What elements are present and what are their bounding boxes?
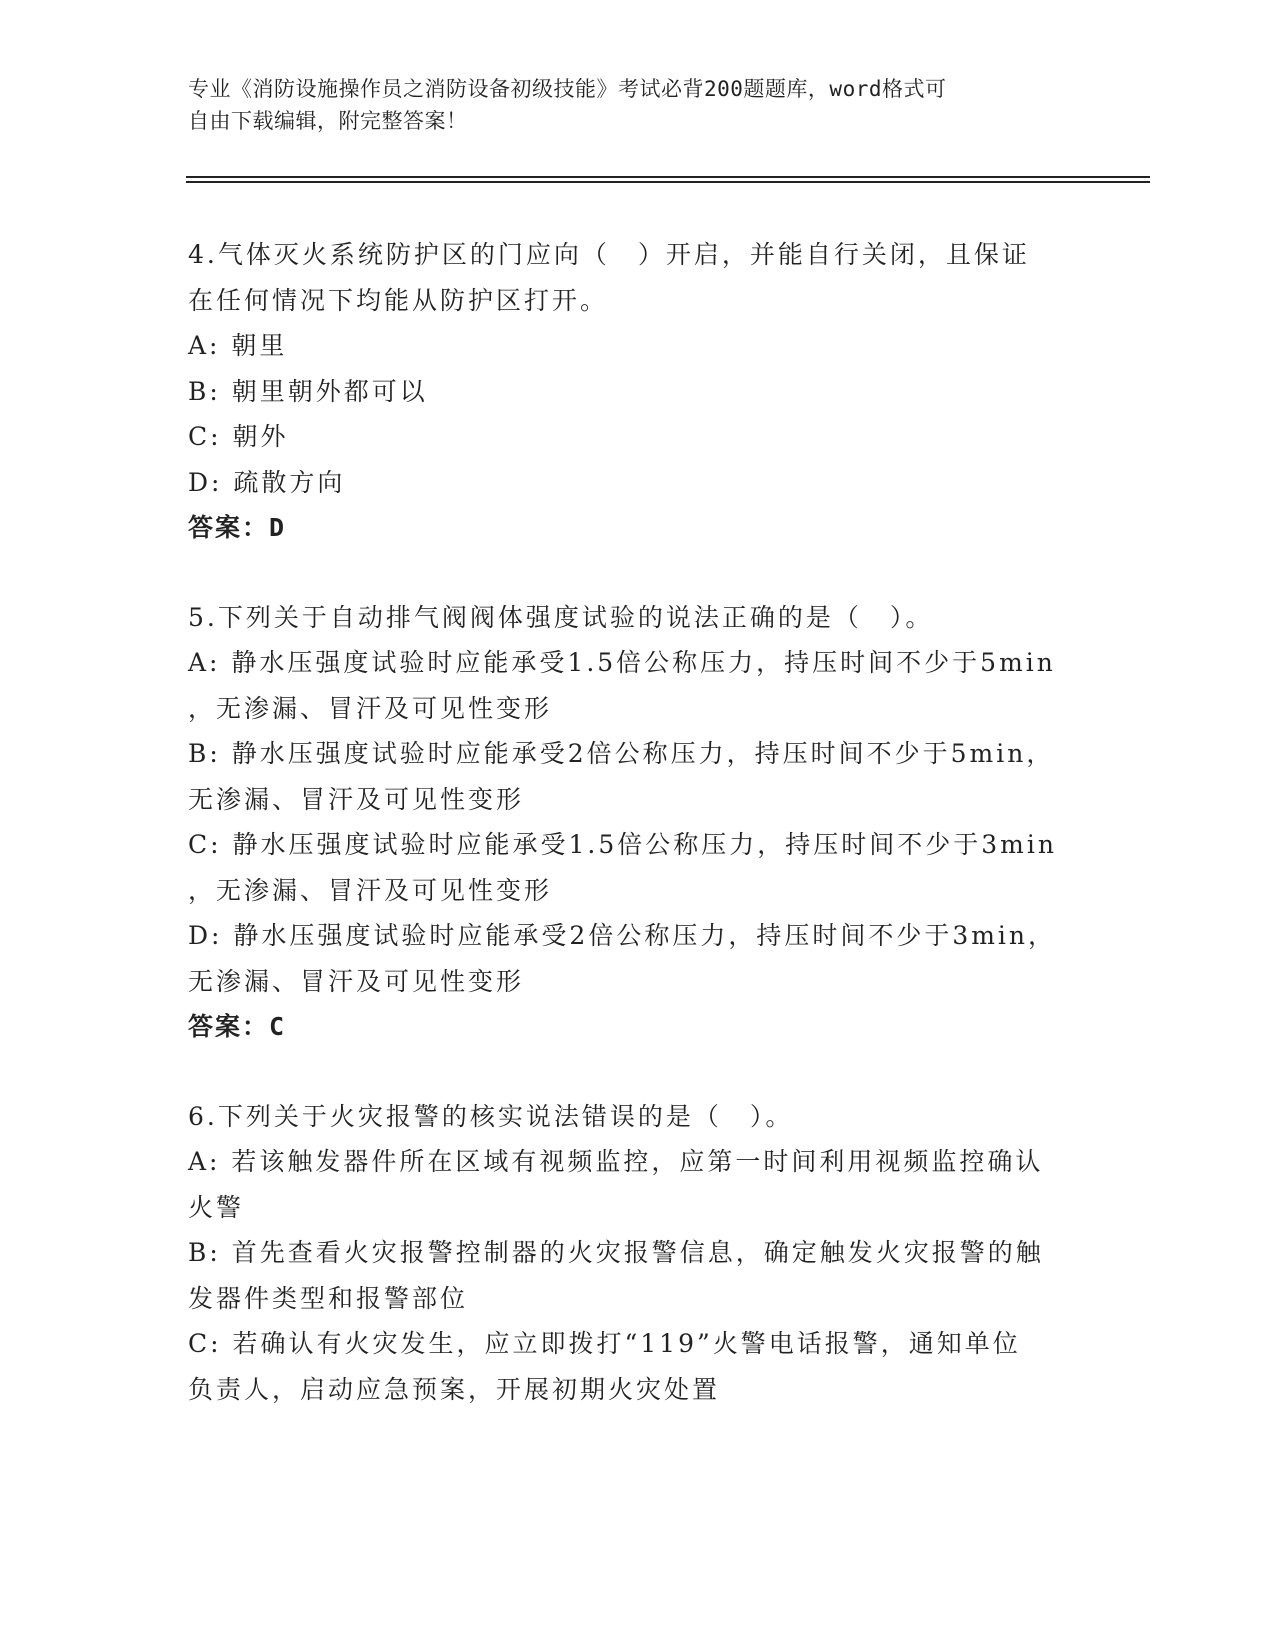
option-c: C: 朝外: [188, 422, 289, 451]
option-d: D: 静水压强度试验时应能承受2倍公称压力，持压时间不少于3min，: [188, 921, 1057, 950]
question-stem: 在任何情况下均能从防护区打开。: [188, 285, 609, 315]
option-b: B: 静水压强度试验时应能承受2倍公称压力，持压时间不少于5min，: [188, 739, 1055, 768]
question-4: [188, 232, 1088, 551]
option-c: C: 静水压强度试验时应能承受1.5倍公称压力，持压时间不少于3min: [188, 830, 1057, 859]
option-b-continued: 发器件类型和报警部位: [188, 1283, 469, 1313]
question-5: [188, 595, 1088, 1050]
question-stem: 6.下列关于火灾报警的核实说法错误的是（ ）。: [188, 1101, 794, 1131]
question-6: [188, 1094, 1088, 1413]
answer-label: 答案：C: [188, 1012, 287, 1041]
option-d: D: 疏散方向: [188, 467, 346, 497]
question-list: [188, 232, 1088, 1412]
answer-label: 答案：D: [188, 513, 287, 542]
option-a: A: 静水压强度试验时应能承受1.5倍公称压力，持压时间不少于5min: [188, 648, 1056, 677]
header-line-2: 自由下载编辑，附完整答案！: [188, 109, 468, 133]
header-divider-bottom: [186, 181, 1150, 183]
question-stem: 4.气体灭火系统防护区的门应向（ ）开启，并能自行关闭，且保证: [188, 240, 1030, 269]
option-c-continued: 负责人，启动应急预案，开展初期火灾处置: [188, 1374, 721, 1404]
header-line-1: 专业《消防设施操作员之消防设备初级技能》考试必背200题题库，word格式可: [188, 77, 947, 101]
option-b-continued: 无渗漏、冒汗及可见性变形: [188, 784, 525, 814]
option-c-continued: ，无渗漏、冒汗及可见性变形: [188, 875, 553, 905]
option-a: A: 朝里: [188, 331, 288, 360]
option-c: C: 若确认有火灾发生，应立即拨打“119”火警电话报警，通知单位: [188, 1329, 1021, 1358]
question-stem: 5.下列关于自动排气阀阀体强度试验的说法正确的是（ ）。: [188, 602, 934, 632]
option-b: B: 朝里朝外都可以: [188, 376, 428, 406]
option-d-continued: 无渗漏、冒汗及可见性变形: [188, 966, 525, 996]
header-divider-top: [186, 176, 1150, 178]
option-a-continued: 火警: [188, 1192, 245, 1222]
option-a-continued: ，无渗漏、冒汗及可见性变形: [188, 693, 553, 723]
option-a: A: 若该触发器件所在区域有视频监控，应第一时间利用视频监控确认: [188, 1147, 1044, 1176]
document-header: [188, 73, 1068, 137]
option-b: B: 首先查看火灾报警控制器的火灾报警信息，确定触发火灾报警的触: [188, 1238, 1044, 1267]
